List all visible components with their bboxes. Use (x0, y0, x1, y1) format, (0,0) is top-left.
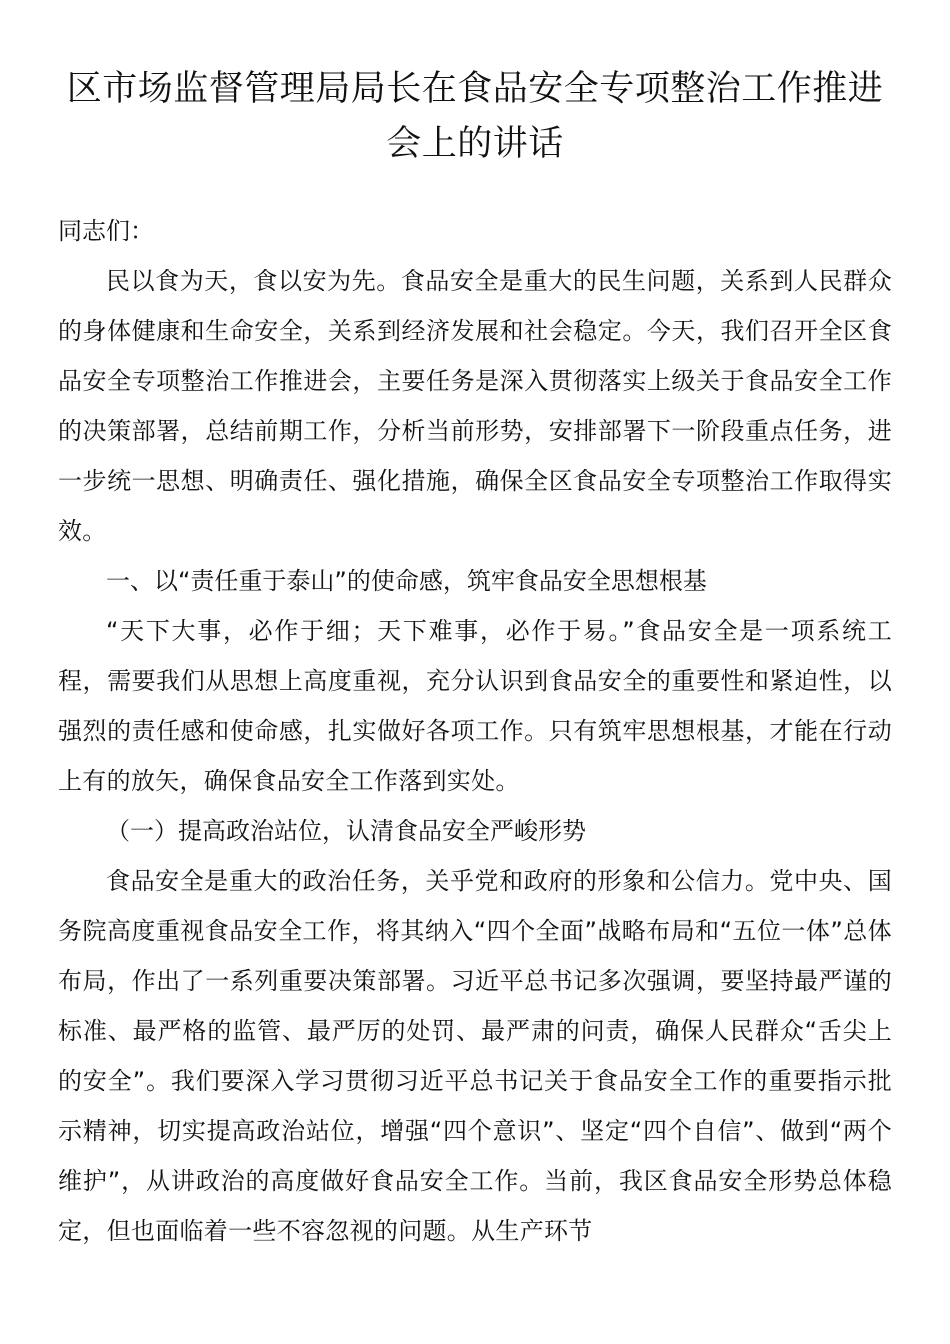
section-heading-1: 一、以“责任重于泰山”的使命感，筑牢食品安全思想根基 (106, 567, 707, 595)
intro-paragraph: 民以食为天，食以安为先。食品安全是重大的民生问题，关系到人民群众的身体健康和生命安全，关系到经济发展和社会稳定。今天，我们召开全区食品安全专项整治工作推进会，主要任务是深入贯彻落实上级关于食品安全工作的决策部署，总结前期工作，分析当前形势，安排部署下一阶段重点任务，进一步统一思想、明确责任、强化措施，确保全区食品安全专项整治工作取得实效。 (58, 267, 892, 545)
section-1-paragraph: “天下大事，必作于细；天下难事，必作于易。”食品安全是一项系统工程，需要我们从思想上高度重视，充分认识到食品安全的重要性和紧迫性，以强烈的责任感和使命感，扎实做好各项工作。只有筑牢思想根基，才能在行动上有的放矢，确保食品安全工作落到实处。 (58, 617, 892, 795)
salutation: 同志们： (58, 217, 154, 245)
document-title: 区市场监督管理局局长在食品安全专项整治工作推进会上的讲话 (66, 69, 884, 164)
subsection-1-paragraph: 食品安全是重大的政治任务，关乎党和政府的形象和公信力。党中央、国务院高度重视食品安全工作，将其纳入“四个全面”战略布局和“五位一体”总体布局，作出了一系列重要决策部署。习近平总书记多次强调，要坚持最严谨的标准、最严格的监管、最严厉的处罚、最严肃的问责，确保人民群众“舌尖上的安全”。我们要深入学习贯彻习近平总书记关于食品安全工作的重要指示批示精神，切实提高政治站位，增强“四个意识”、坚定“四个自信”、做到“两个维护”，从讲政治的高度做好食品安全工作。当前，我区食品安全形势总体稳定，但也面临着一些不容忽视的问题。从生产环节 (58, 867, 892, 1245)
subsection-heading-1: （一）提高政治站位，认清食品安全严峻形势 (106, 817, 586, 845)
